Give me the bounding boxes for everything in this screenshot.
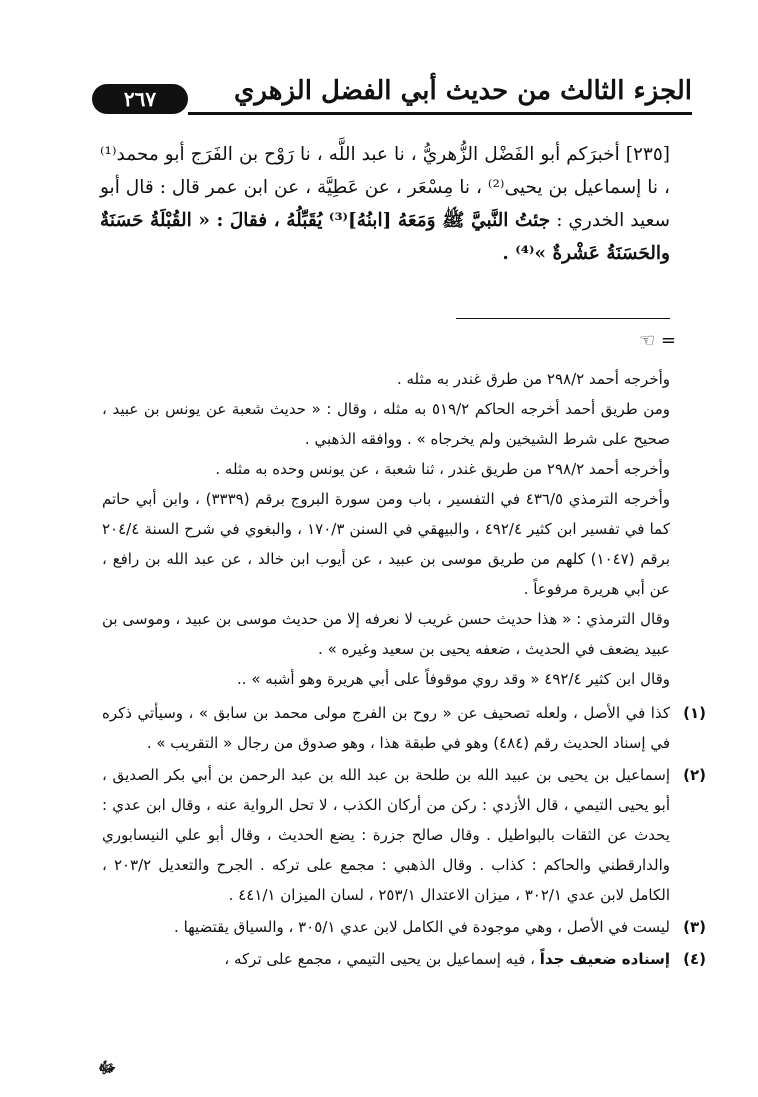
hadith-matn: جئتُ النَّبيَّ ﷺ وَمَعَهُ [ابنُهُ]⁽³⁾ يُقَبِّلُهُ ، فقالَ : « القُبْلَةُ حَسَنَةٌ والحَسَنَةُ عَشْرةٌ »⁽⁴⁾ . bbox=[100, 210, 670, 264]
footnote-text bbox=[102, 944, 670, 974]
footnote-2 bbox=[102, 760, 706, 910]
takhrij-line: وأخرجه الترمذي ٤٣٦/٥ في التفسير ، باب ومن سورة البروج برقم (٣٣٣٩) ، وابن أبي حاتم كما في تفسير ابن كثير ٤٩٢/٤ ، والبيهقي في السنن ١٧٠/٣ ، والبغوي في شرح السنة ٢٠٤/٤ برقم (١٠٤٧) كلهم من طريق موسى بن عبيد ، عن أيوب ابن خالد ، عن عبد الله بن رافع ، عن أبي هريرة مرفوعاً . bbox=[102, 490, 670, 598]
footnote-3 bbox=[102, 912, 706, 942]
notes-section bbox=[102, 364, 706, 974]
takhrij-line: وقال ابن كثير ٤٩٢/٤ « وقد روي موقوفاً على أبي هريرة وهو أشبه » .. bbox=[237, 670, 670, 688]
takhrij-line: ومن طريق أحمد أخرجه الحاكم ٥١٩/٢ به مثله ، وقال : « حديث شعبة عن يونس بن عبيد ، صحيح على شرط الشيخين ولم يخرجاه » . ووافقه الذهبي . bbox=[102, 400, 670, 448]
footnote-list bbox=[102, 698, 706, 974]
footer-mark: ﷻ bbox=[98, 1058, 117, 1077]
page-number: ٢٦٧ bbox=[92, 84, 188, 114]
hadith-isnad: [٢٣٥] أخبرَكم أبو الفَضْل الزُّهريُّ ، نا عبد اللَّه ، نا رَوْح بن الفَرَج أبو محمد⁽¹⁾ ، نا إسماعيل بن يحيى⁽²⁾ ، نا مِسْعَر ، عن عَطِيَّة ، عن ابن عمر قال : قال أبو سعيد الخدري : bbox=[100, 144, 670, 231]
footnote-number: (٢) bbox=[683, 766, 706, 784]
header-rule bbox=[188, 112, 692, 115]
takhrij-line: وأخرجه أحمد ٢٩٨/٢ من طريق غندر ، ثنا شعبة ، عن يونس وحده به مثله . bbox=[215, 460, 670, 478]
footnote-text: ليست في الأصل ، وهي موجودة في الكامل لابن عدي ٣٠٥/١ ، والسياق يقتضيها . bbox=[174, 918, 670, 936]
footnote-number: (٣) bbox=[683, 918, 706, 936]
takhrij-line: وقال الترمذي : « هذا حديث حسن غريب لا نعرفه إلا من حديث موسى بن عبيد ، وموسى بن عبيد يضعف في الحديث ، ضعفه يحيى بن سعيد وغيره » . bbox=[102, 610, 670, 658]
continuation-marker: = ☜ bbox=[639, 330, 676, 351]
footnote-verdict: إسناده ضعيف جداً bbox=[539, 950, 670, 968]
footnote-text: إسماعيل بن يحيى بن عبيد الله بن طلحة بن عبد الله بن عبد الرحمن بن أبي بكر الصديق ، أبو يحيى التيمي ، قال الأزدي : ركن من أركان الكذب ، لا تحل الرواية عنه ، وقال ابن عدي : يحدث عن الثقات بالبواطيل . وقال صالح جزرة : يضع الحديث ، وقال أبو علي النيسابوري والدارقطني والحاكم : كذاب . وقال الذهبي : مجمع على تركه . الجرح والتعديل ٢٠٣/٢ ، الكامل لابن عدي ٣٠٢/١ ، ميزان الاعتدال ٢٥٣/١ ، لسان الميزان ٤٤١/١ . bbox=[102, 766, 671, 904]
footnote-number: (٤) bbox=[683, 950, 706, 968]
footnote-separator bbox=[456, 318, 670, 319]
footnote-4 bbox=[102, 944, 706, 974]
running-header bbox=[92, 74, 692, 120]
takhrij-block bbox=[102, 364, 670, 694]
header-title: الجزء الثالث من حديث أبي الفضل الزهري bbox=[234, 76, 692, 106]
footnote-1 bbox=[102, 698, 706, 758]
takhrij-line: وأخرجه أحمد ٢٩٨/٢ من طرق غندر به مثله . bbox=[396, 370, 670, 388]
footnote-text: كذا في الأصل ، ولعله تصحيف عن « روح بن الفرج مولى محمد بن سابق » ، وسيأتي ذكره في إسناد الحديث رقم (٤٨٤) وهو في طبقة هذا ، وهو صدوق من رجال « التقريب » . bbox=[102, 704, 670, 752]
footnote-number: (١) bbox=[683, 704, 706, 722]
hadith-text bbox=[100, 138, 670, 270]
footnote-text-rest: ، فيه إسماعيل بن يحيى التيمي ، مجمع على تركه ، bbox=[224, 950, 540, 968]
